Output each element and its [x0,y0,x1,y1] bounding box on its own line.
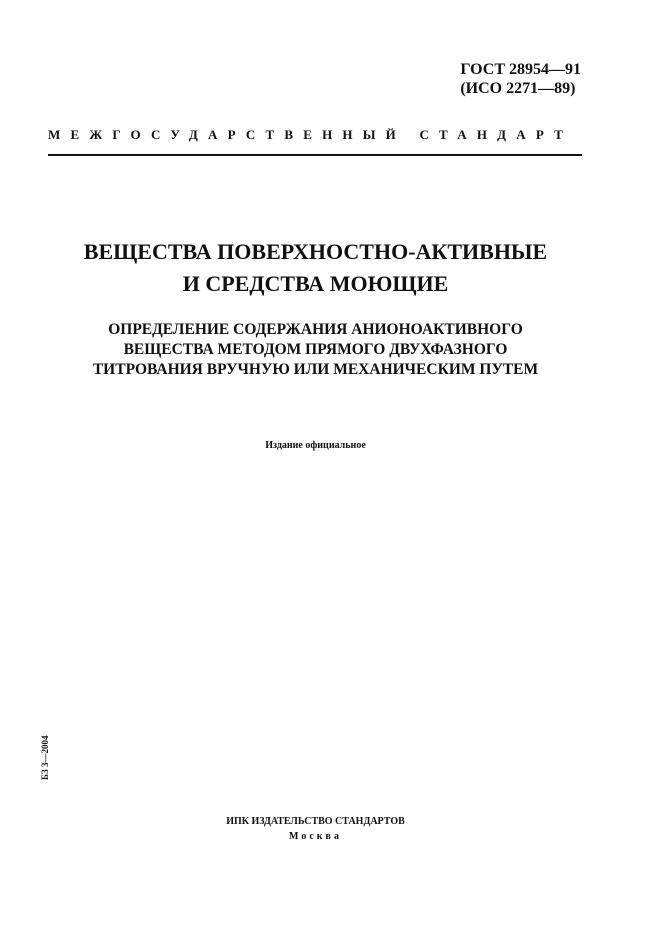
document-title [30,236,601,300]
interstate-standard-label: МЕЖГОСУДАРСТВЕННЫЙ СТАНДАРТ [48,127,574,142]
side-code: БЗ 3—2004 [40,735,50,780]
title-line-2: И СРЕДСТВА МОЮЩИЕ [182,271,449,296]
document-subtitle [30,320,601,380]
subtitle-line-3: ТИТРОВАНИЯ ВРУЧНУЮ ИЛИ МЕХАНИЧЕСКИМ ПУТЕМ [92,361,539,378]
publisher-city: Москва [289,831,342,842]
standard-number-block [460,60,581,98]
iso-number: (ИСО 2271—89) [460,80,576,97]
publisher-name: ИПК ИЗДАТЕЛЬСТВО СТАНДАРТОВ [226,816,405,827]
header-divider [48,154,582,156]
subtitle-line-2: ВЕЩЕСТВА МЕТОДОМ ПРЯМОГО ДВУХФАЗНОГО [123,341,508,358]
edition-label: Издание официальное [265,440,366,451]
gost-number: ГОСТ 28954—91 [460,61,581,78]
publisher-block [150,814,481,844]
subtitle-line-1: ОПРЕДЕЛЕНИЕ СОДЕРЖАНИЯ АНИОНОАКТИВНОГО [108,321,523,338]
title-line-1: ВЕЩЕСТВА ПОВЕРХНОСТНО-АКТИВНЫЕ [83,239,548,264]
